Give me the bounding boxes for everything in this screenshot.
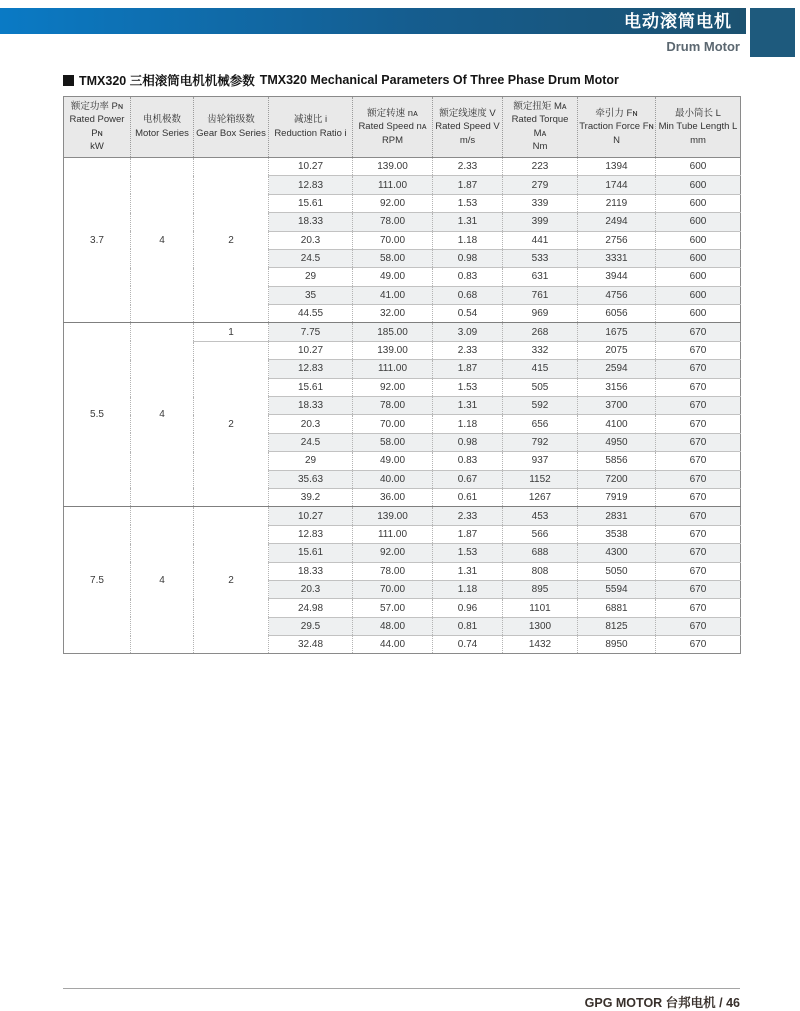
rated-torque-cell: 339 (503, 194, 578, 212)
rated-speed-cell: 49.00 (353, 452, 433, 470)
line-speed-cell: 1.87 (433, 360, 503, 378)
reduction-ratio-cell: 18.33 (269, 213, 353, 231)
header-side-strip (750, 8, 795, 57)
rated-speed-cell: 57.00 (353, 599, 433, 617)
rated-speed-cell: 32.00 (353, 305, 433, 323)
rated-speed-cell: 111.00 (353, 360, 433, 378)
line-speed-cell: 1.31 (433, 397, 503, 415)
min-tube-length-cell: 670 (656, 323, 741, 341)
rated-speed-cell: 44.00 (353, 636, 433, 654)
page-subtitle: Drum Motor (666, 39, 740, 54)
rated-torque-cell: 415 (503, 360, 578, 378)
column-header-8: 牵引力 Fɴ Traction Force Fɴ N (578, 97, 656, 158)
min-tube-length-cell: 670 (656, 525, 741, 543)
rated-torque-cell: 688 (503, 544, 578, 562)
column-header-2: 电机极数 Motor Series (131, 97, 194, 158)
reduction-ratio-cell: 20.3 (269, 231, 353, 249)
reduction-ratio-cell: 32.48 (269, 636, 353, 654)
motor-series-cell: 4 (131, 157, 194, 323)
traction-force-cell: 7200 (578, 470, 656, 488)
rated-torque-cell: 969 (503, 305, 578, 323)
line-speed-cell: 1.53 (433, 378, 503, 396)
line-speed-cell: 1.53 (433, 194, 503, 212)
rated-speed-cell: 70.00 (353, 580, 433, 598)
line-speed-cell: 0.83 (433, 268, 503, 286)
rated-torque-cell: 895 (503, 580, 578, 598)
min-tube-length-cell: 670 (656, 507, 741, 525)
traction-force-cell: 5856 (578, 452, 656, 470)
line-speed-cell: 1.87 (433, 525, 503, 543)
rated-torque-cell: 441 (503, 231, 578, 249)
reduction-ratio-cell: 12.83 (269, 525, 353, 543)
line-speed-cell: 0.54 (433, 305, 503, 323)
line-speed-cell: 1.53 (433, 544, 503, 562)
column-header-3: 齿轮箱级数 Gear Box Series (194, 97, 269, 158)
min-tube-length-cell: 600 (656, 157, 741, 175)
min-tube-length-cell: 670 (656, 544, 741, 562)
rated-speed-cell: 70.00 (353, 415, 433, 433)
traction-force-cell: 3331 (578, 249, 656, 267)
rated-torque-cell: 332 (503, 341, 578, 359)
line-speed-cell: 0.81 (433, 617, 503, 635)
traction-force-cell: 3156 (578, 378, 656, 396)
rated-speed-cell: 70.00 (353, 231, 433, 249)
traction-force-cell: 4100 (578, 415, 656, 433)
reduction-ratio-cell: 24.5 (269, 249, 353, 267)
rated-torque-cell: 223 (503, 157, 578, 175)
rated-power-cell: 7.5 (64, 507, 131, 654)
rated-power-cell: 5.5 (64, 323, 131, 507)
min-tube-length-cell: 670 (656, 580, 741, 598)
min-tube-length-cell: 670 (656, 636, 741, 654)
reduction-ratio-cell: 39.2 (269, 488, 353, 506)
traction-force-cell: 3538 (578, 525, 656, 543)
min-tube-length-cell: 600 (656, 305, 741, 323)
rated-torque-cell: 279 (503, 176, 578, 194)
rated-power-cell: 3.7 (64, 157, 131, 323)
section-title (63, 71, 619, 89)
parameters-table (63, 96, 741, 654)
reduction-ratio-cell: 29 (269, 268, 353, 286)
rated-torque-cell: 399 (503, 213, 578, 231)
traction-force-cell: 2831 (578, 507, 656, 525)
line-speed-cell: 1.87 (433, 176, 503, 194)
column-header-5: 额定转速 nᴀ Rated Speed nᴀ RPM (353, 97, 433, 158)
min-tube-length-cell: 600 (656, 194, 741, 212)
traction-force-cell: 2756 (578, 231, 656, 249)
traction-force-cell: 3700 (578, 397, 656, 415)
min-tube-length-cell: 600 (656, 268, 741, 286)
min-tube-length-cell: 600 (656, 176, 741, 194)
traction-force-cell: 4300 (578, 544, 656, 562)
table-row (64, 323, 741, 341)
rated-torque-cell: 656 (503, 415, 578, 433)
rated-torque-cell: 1300 (503, 617, 578, 635)
min-tube-length-cell: 670 (656, 360, 741, 378)
reduction-ratio-cell: 44.55 (269, 305, 353, 323)
rated-torque-cell: 1101 (503, 599, 578, 617)
min-tube-length-cell: 600 (656, 249, 741, 267)
reduction-ratio-cell: 7.75 (269, 323, 353, 341)
rated-speed-cell: 111.00 (353, 525, 433, 543)
rated-speed-cell: 78.00 (353, 562, 433, 580)
min-tube-length-cell: 600 (656, 286, 741, 304)
reduction-ratio-cell: 10.27 (269, 341, 353, 359)
rated-torque-cell: 268 (503, 323, 578, 341)
rated-torque-cell: 1152 (503, 470, 578, 488)
column-header-4: 减速比 i Reduction Ratio i (269, 97, 353, 158)
column-header-7: 额定扭矩 Mᴀ Rated Torque Mᴀ Nm (503, 97, 578, 158)
rated-speed-cell: 185.00 (353, 323, 433, 341)
rated-torque-cell: 453 (503, 507, 578, 525)
rated-speed-cell: 111.00 (353, 176, 433, 194)
rated-speed-cell: 40.00 (353, 470, 433, 488)
min-tube-length-cell: 670 (656, 378, 741, 396)
rated-torque-cell: 631 (503, 268, 578, 286)
rated-speed-cell: 92.00 (353, 194, 433, 212)
min-tube-length-cell: 670 (656, 341, 741, 359)
traction-force-cell: 1675 (578, 323, 656, 341)
line-speed-cell: 0.74 (433, 636, 503, 654)
rated-speed-cell: 36.00 (353, 488, 433, 506)
traction-force-cell: 2594 (578, 360, 656, 378)
rated-torque-cell: 937 (503, 452, 578, 470)
reduction-ratio-cell: 18.33 (269, 397, 353, 415)
reduction-ratio-cell: 15.61 (269, 194, 353, 212)
table-head (64, 97, 741, 158)
page-title: 电动滚筒电机 (624, 11, 732, 31)
min-tube-length-cell: 670 (656, 452, 741, 470)
gearbox-series-cell: 2 (194, 341, 269, 507)
rated-torque-cell: 1267 (503, 488, 578, 506)
min-tube-length-cell: 600 (656, 231, 741, 249)
gearbox-series-cell: 2 (194, 507, 269, 654)
line-speed-cell: 0.96 (433, 599, 503, 617)
traction-force-cell: 7919 (578, 488, 656, 506)
traction-force-cell: 3944 (578, 268, 656, 286)
reduction-ratio-cell: 29.5 (269, 617, 353, 635)
column-header-9: 最小筒长 L Min Tube Length L mm (656, 97, 741, 158)
traction-force-cell: 2494 (578, 213, 656, 231)
reduction-ratio-cell: 35.63 (269, 470, 353, 488)
line-speed-cell: 1.18 (433, 580, 503, 598)
rated-torque-cell: 792 (503, 433, 578, 451)
line-speed-cell: 0.68 (433, 286, 503, 304)
line-speed-cell: 0.98 (433, 249, 503, 267)
min-tube-length-cell: 670 (656, 415, 741, 433)
rated-torque-cell: 566 (503, 525, 578, 543)
line-speed-cell: 0.67 (433, 470, 503, 488)
column-header-1: 额定功率 Pɴ Rated Power Pɴ kW (64, 97, 131, 158)
traction-force-cell: 4756 (578, 286, 656, 304)
line-speed-cell: 1.31 (433, 562, 503, 580)
reduction-ratio-cell: 10.27 (269, 507, 353, 525)
min-tube-length-cell: 670 (656, 433, 741, 451)
rated-speed-cell: 49.00 (353, 268, 433, 286)
traction-force-cell: 1394 (578, 157, 656, 175)
min-tube-length-cell: 600 (656, 213, 741, 231)
rated-speed-cell: 78.00 (353, 397, 433, 415)
min-tube-length-cell: 670 (656, 617, 741, 635)
header-bar (0, 8, 746, 34)
reduction-ratio-cell: 35 (269, 286, 353, 304)
rated-speed-cell: 41.00 (353, 286, 433, 304)
rated-speed-cell: 58.00 (353, 249, 433, 267)
rated-speed-cell: 78.00 (353, 213, 433, 231)
table-body (64, 157, 741, 654)
table-row (64, 507, 741, 525)
rated-speed-cell: 48.00 (353, 617, 433, 635)
line-speed-cell: 0.83 (433, 452, 503, 470)
line-speed-cell: 2.33 (433, 157, 503, 175)
rated-torque-cell: 808 (503, 562, 578, 580)
reduction-ratio-cell: 20.3 (269, 415, 353, 433)
reduction-ratio-cell: 18.33 (269, 562, 353, 580)
motor-series-cell: 4 (131, 507, 194, 654)
table-row (64, 157, 741, 175)
traction-force-cell: 6881 (578, 599, 656, 617)
line-speed-cell: 3.09 (433, 323, 503, 341)
gearbox-series-cell: 1 (194, 323, 269, 341)
traction-force-cell: 8950 (578, 636, 656, 654)
rated-torque-cell: 592 (503, 397, 578, 415)
column-header-6: 额定线速度 V Rated Speed V m/s (433, 97, 503, 158)
rated-torque-cell: 533 (503, 249, 578, 267)
line-speed-cell: 2.33 (433, 341, 503, 359)
min-tube-length-cell: 670 (656, 470, 741, 488)
section-title-en: TMX320 Mechanical Parameters Of Three Phase Drum Motor (259, 73, 619, 87)
rated-speed-cell: 139.00 (353, 341, 433, 359)
footer-page-info: GPG MOTOR 台邦电机 / 46 (584, 996, 740, 1010)
line-speed-cell: 0.61 (433, 488, 503, 506)
reduction-ratio-cell: 10.27 (269, 157, 353, 175)
traction-force-cell: 2119 (578, 194, 656, 212)
rated-speed-cell: 139.00 (353, 507, 433, 525)
footer-divider (63, 988, 740, 989)
header-row (64, 97, 741, 158)
reduction-ratio-cell: 12.83 (269, 360, 353, 378)
reduction-ratio-cell: 29 (269, 452, 353, 470)
traction-force-cell: 5050 (578, 562, 656, 580)
rated-speed-cell: 92.00 (353, 544, 433, 562)
traction-force-cell: 2075 (578, 341, 656, 359)
traction-force-cell: 5594 (578, 580, 656, 598)
reduction-ratio-cell: 15.61 (269, 544, 353, 562)
rated-torque-cell: 1432 (503, 636, 578, 654)
section-title-zh: TMX320 三相滚筒电机机械参数 (79, 74, 255, 88)
rated-speed-cell: 139.00 (353, 157, 433, 175)
rated-speed-cell: 58.00 (353, 433, 433, 451)
reduction-ratio-cell: 24.5 (269, 433, 353, 451)
rated-speed-cell: 92.00 (353, 378, 433, 396)
traction-force-cell: 4950 (578, 433, 656, 451)
reduction-ratio-cell: 12.83 (269, 176, 353, 194)
line-speed-cell: 2.33 (433, 507, 503, 525)
gearbox-series-cell: 2 (194, 157, 269, 323)
line-speed-cell: 1.18 (433, 415, 503, 433)
reduction-ratio-cell: 15.61 (269, 378, 353, 396)
line-speed-cell: 1.18 (433, 231, 503, 249)
traction-force-cell: 6056 (578, 305, 656, 323)
reduction-ratio-cell: 20.3 (269, 580, 353, 598)
traction-force-cell: 8125 (578, 617, 656, 635)
min-tube-length-cell: 670 (656, 488, 741, 506)
motor-series-cell: 4 (131, 323, 194, 507)
traction-force-cell: 1744 (578, 176, 656, 194)
min-tube-length-cell: 670 (656, 562, 741, 580)
section-bullet-icon (63, 75, 74, 86)
line-speed-cell: 0.98 (433, 433, 503, 451)
min-tube-length-cell: 670 (656, 397, 741, 415)
rated-torque-cell: 505 (503, 378, 578, 396)
min-tube-length-cell: 670 (656, 599, 741, 617)
rated-torque-cell: 761 (503, 286, 578, 304)
reduction-ratio-cell: 24.98 (269, 599, 353, 617)
line-speed-cell: 1.31 (433, 213, 503, 231)
